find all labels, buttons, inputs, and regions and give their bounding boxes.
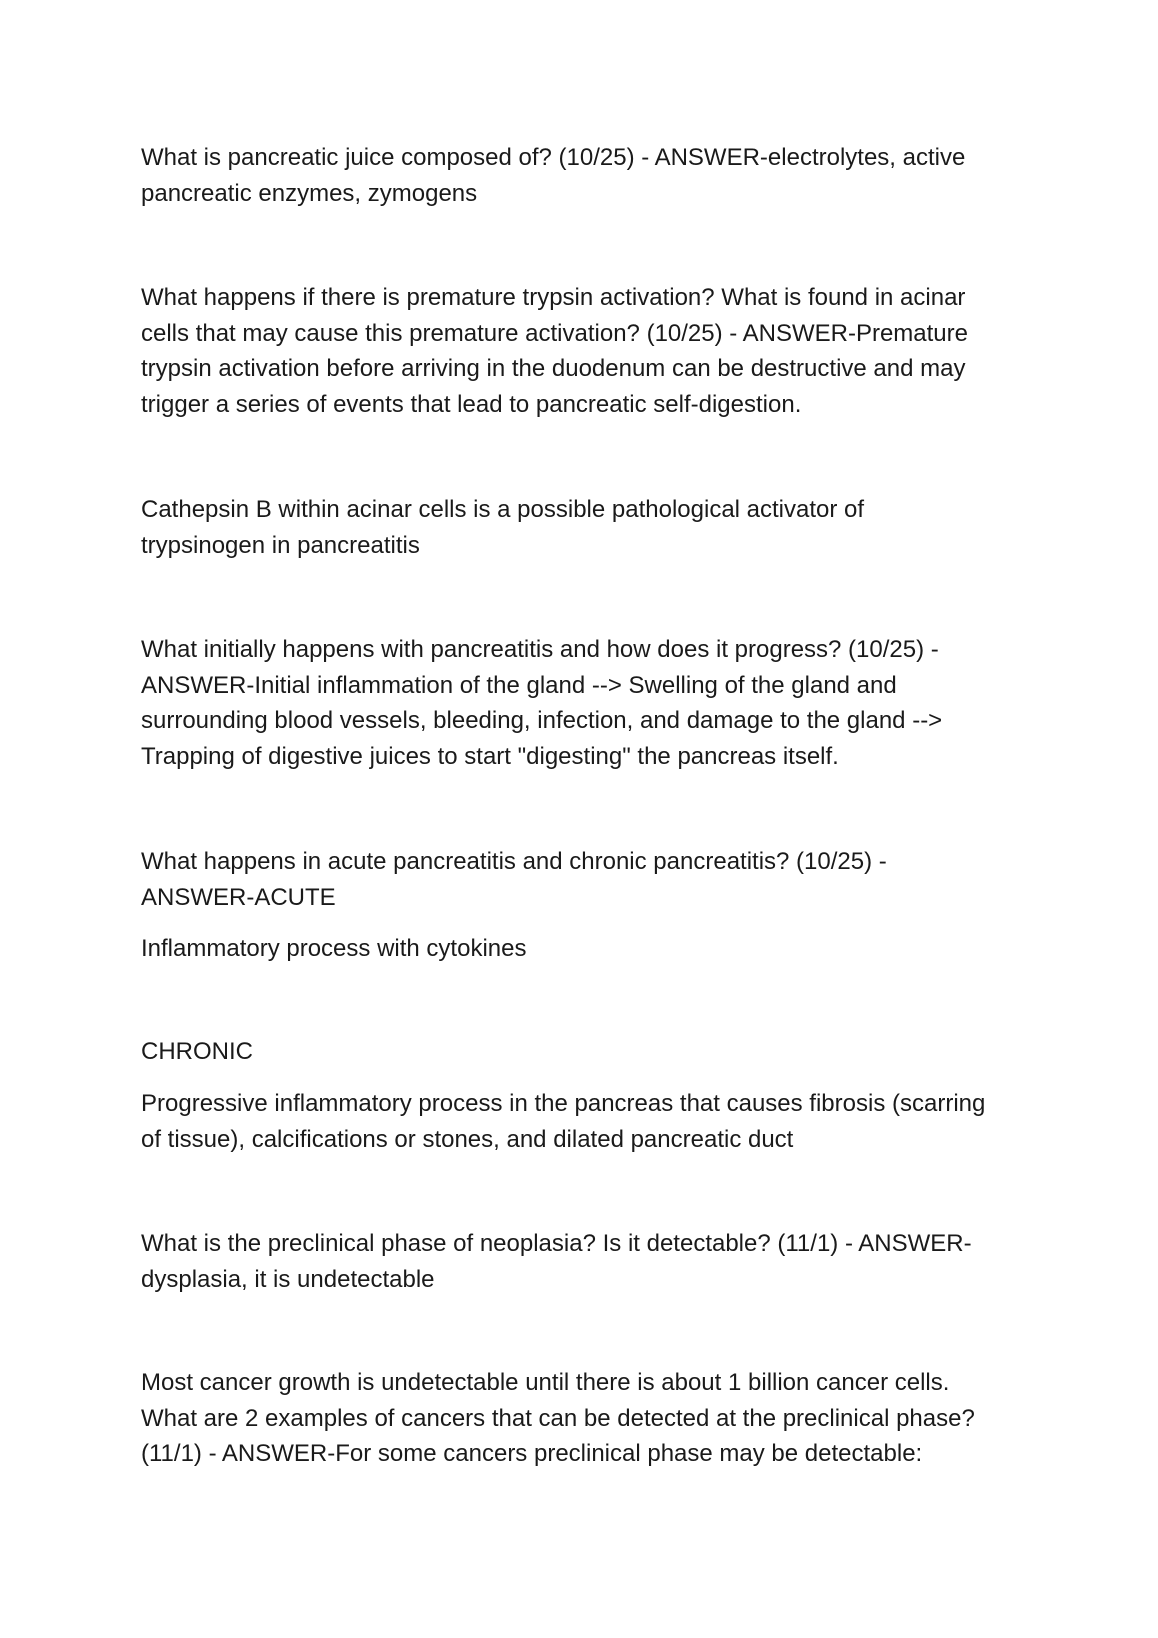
paragraph-cathepsin-b: Cathepsin B within acinar cells is a possible pathological activator of trypsinogen in pancreatitis <box>141 496 865 559</box>
paragraph-acute-description: Inflammatory process with cytokines <box>141 935 527 962</box>
heading-chronic: CHRONIC <box>141 1038 253 1065</box>
qa-premature-trypsin: What happens if there is premature trypsin activation? What is found in acinar cells that may cause this premature activation? (10/25) - ANSWER-Premature trypsin activation before arriving in the duodenum can be destructive and may trigger a series of events that lead to pancreatic self-digestion. <box>141 284 968 418</box>
qa-preclinical-phase: What is the preclinical phase of neoplasia? Is it detectable? (11/1) - ANSWER- dysplasia, it is undetectable <box>141 1230 972 1293</box>
qa-pancreatic-juice: What is pancreatic juice composed of? (10/25) - ANSWER-electrolytes, active pancreatic enzymes, zymogens <box>141 144 966 207</box>
qa-detectable-cancers: Most cancer growth is undetectable until there is about 1 billion cancer cells. What are 2 examples of cancers that can be detected at the preclinical phase? (11/1) - ANSWER-For some cancers preclinical phase may be detectable: <box>141 1369 975 1467</box>
qa-acute-chronic-pancreatitis: What happens in acute pancreatitis and chronic pancreatitis? (10/25) - ANSWER-ACUTE <box>141 848 887 911</box>
qa-pancreatitis-progression: What initially happens with pancreatitis and how does it progress? (10/25) - ANSWER-Initial inflammation of the gland --> Swelling of the gland and surrounding blood vessels, bleeding, infection, and damage to the gland --> Trapping of digestive juices to start "digesting" the pancreas itself. <box>141 636 943 770</box>
paragraph-chronic-description: Progressive inflammatory process in the pancreas that causes fibrosis (scarring of tissue), calcifications or stones, and dilated pancreatic duct <box>141 1090 986 1153</box>
